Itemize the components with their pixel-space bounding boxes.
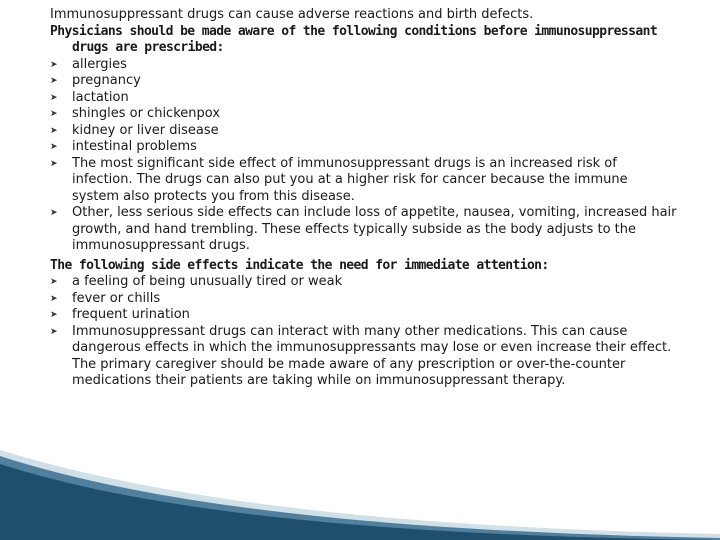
bullet-icon: ➤	[50, 109, 58, 119]
intro-text: Immunosuppressant drugs can cause adverse reactions and birth defects.	[50, 7, 534, 22]
list-item: ➤ fever or chills	[50, 290, 161, 306]
decorative-swoosh	[0, 450, 720, 540]
bullet-icon: ➤	[50, 208, 58, 218]
conditions-list	[50, 57, 678, 255]
list-item: ➤ frequent urination	[50, 307, 190, 322]
physicians-heading: Physicians should be made aware of the following conditions before immunosuppressant drugs are prescribed:	[50, 23, 658, 55]
bullet-icon: ➤	[50, 92, 58, 103]
bullet-icon: ➤	[50, 142, 58, 152]
bullet-icon: ➤	[50, 59, 58, 70]
list-item: ➤ intestinal problems	[50, 139, 197, 154]
bullet-icon: ➤	[50, 125, 58, 136]
attention-heading: The following side effects indicate the need for immediate attention:	[50, 257, 549, 273]
list-item: ➤ pregnancy	[50, 73, 141, 88]
list-item: ➤ allergies	[50, 56, 127, 72]
list-item: ➤ Other, less serious side effects can include loss of appetite, nausea, vomiting, increased hair growth, and hand trembling. These effects typically subside as the body adjusts to the immunosuppressant drugs.	[50, 205, 677, 253]
list-item: ➤ shingles or chickenpox	[50, 106, 221, 121]
list-item: ➤ Immunosuppressant drugs can interact with many other medications. This can cause dangerous effects in which the immunosuppressants may lose or even increase their effect. The primary caregiver should be made aware of any prescription or over-the-counter medications their patients are taking while on immunosuppressant therapy.	[50, 323, 672, 388]
bullet-icon: ➤	[50, 158, 58, 169]
list-item: ➤ lactation	[50, 89, 129, 105]
attention-list	[50, 274, 678, 390]
bullet-icon: ➤	[50, 277, 58, 287]
slide-body	[50, 7, 678, 390]
bullet-icon: ➤	[50, 293, 58, 304]
bullet-icon: ➤	[50, 310, 58, 320]
list-item: ➤ a feeling of being unusually tired or weak	[50, 274, 343, 289]
bullet-icon: ➤	[50, 326, 58, 337]
bullet-icon: ➤	[50, 76, 58, 86]
list-item: ➤ The most significant side effect of immunosuppressant drugs is an increased risk of infection. The drugs can also put you at a higher risk for cancer because the immune system also protects you from this disease.	[50, 155, 628, 204]
list-item: ➤ kidney or liver disease	[50, 122, 219, 138]
